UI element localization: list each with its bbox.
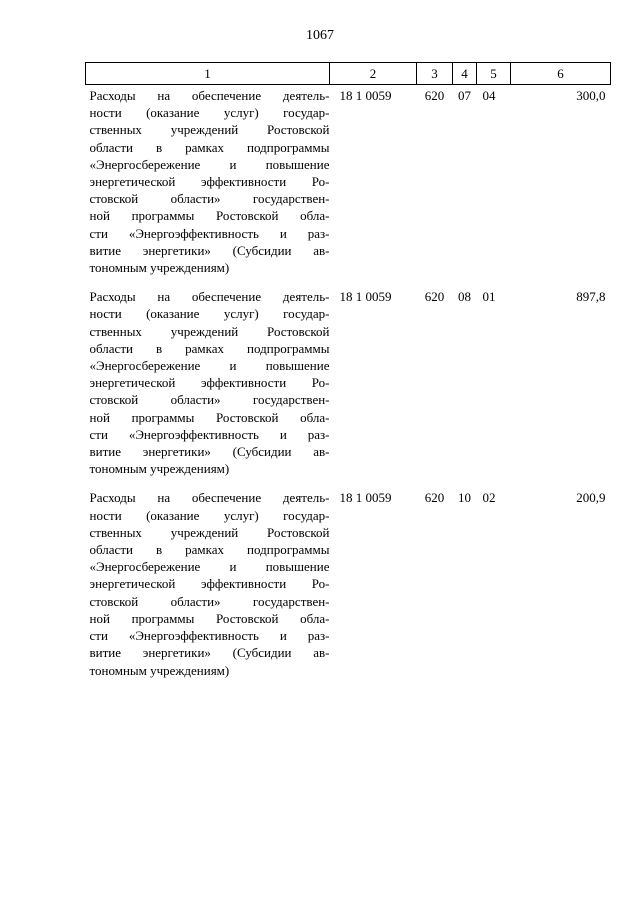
expense-type-code: 620	[424, 490, 445, 506]
column-header-4: 4	[453, 63, 477, 85]
description-line: ности (оказание услуг) государ-	[89, 306, 330, 322]
description-line: витие энергетики» (Субсидии ав-	[89, 242, 330, 258]
table-row	[86, 286, 611, 487]
table-row	[86, 487, 611, 688]
table-body	[86, 85, 611, 689]
expense-type-code: 620	[424, 289, 445, 305]
subsection-code: 02	[482, 490, 496, 506]
description-line: Расходы на обеспечение деятель-	[89, 490, 330, 506]
description-line: энергетической эффективности Ро-	[89, 375, 330, 391]
column-header-2: 2	[330, 63, 417, 85]
description-line: ности (оказание услуг) государ-	[89, 507, 330, 523]
description-line: сти «Энергоэффективность и раз-	[89, 225, 330, 241]
description-line: тономным учреждениям)	[89, 260, 230, 276]
description-line: стовской области» государствен-	[89, 392, 330, 408]
description-line: энергетической эффективности Ро-	[89, 174, 330, 190]
table-header-row	[86, 63, 611, 85]
description-line: сти «Энергоэффективность и раз-	[89, 628, 330, 644]
description-line: «Энергосбережение и повышение	[89, 358, 330, 374]
amount-value: 897,8	[576, 289, 606, 305]
description-line: витие энергетики» (Субсидии ав-	[89, 444, 330, 460]
description-line: ственных учреждений Ростовской	[89, 524, 330, 540]
description-line: ной программы Ростовской обла-	[89, 610, 330, 626]
description-line: сти «Энергоэффективность и раз-	[89, 426, 330, 442]
subsection-code: 01	[482, 289, 496, 305]
expense-description	[86, 487, 330, 688]
subsection-code: 04	[482, 88, 496, 103]
page-number: 1067	[306, 28, 334, 43]
description-line: энергетической эффективности Ро-	[89, 576, 330, 592]
expense-description	[86, 85, 330, 287]
section-code: 08	[458, 289, 471, 305]
column-header-5: 5	[477, 63, 511, 85]
description-line: «Энергосбережение и повышение	[89, 156, 330, 172]
description-line: ности (оказание услуг) государ-	[89, 105, 330, 121]
description-line: стовской области» государствен-	[89, 593, 330, 609]
expense-type-code: 620	[424, 88, 445, 103]
description-line: тономным учреждениям)	[89, 662, 230, 678]
description-line: области в рамках подпрограммы	[89, 542, 330, 558]
column-header-6: 6	[511, 63, 611, 85]
table-row	[86, 85, 611, 287]
amount-value: 200,9	[576, 490, 606, 506]
description-line: витие энергетики» (Субсидии ав-	[89, 645, 330, 661]
target-article-code: 18 1 0059	[339, 490, 392, 506]
section-code: 10	[458, 490, 471, 506]
description-line: стовской области» государствен-	[89, 191, 330, 207]
budget-table	[85, 62, 611, 689]
description-line: ной программы Ростовской обла-	[89, 409, 330, 425]
amount-value: 300,0	[576, 88, 606, 103]
description-line: тономным учреждениям)	[89, 461, 230, 477]
target-article-code: 18 1 0059	[339, 289, 392, 305]
description-line: Расходы на обеспечение деятель-	[89, 289, 330, 305]
description-line: области в рамках подпрограммы	[89, 139, 330, 155]
description-line: Расходы на обеспечение деятель-	[89, 88, 330, 103]
column-header-1: 1	[86, 63, 330, 85]
description-line: ственных учреждений Ростовской	[89, 122, 330, 138]
description-line: ственных учреждений Ростовской	[89, 323, 330, 339]
expense-description	[86, 286, 330, 487]
column-header-3: 3	[417, 63, 453, 85]
section-code: 07	[458, 88, 471, 103]
target-article-code: 18 1 0059	[339, 88, 392, 103]
description-line: «Энергосбережение и повышение	[89, 559, 330, 575]
description-line: области в рамках подпрограммы	[89, 340, 330, 356]
description-line: ной программы Ростовской обла-	[89, 208, 330, 224]
